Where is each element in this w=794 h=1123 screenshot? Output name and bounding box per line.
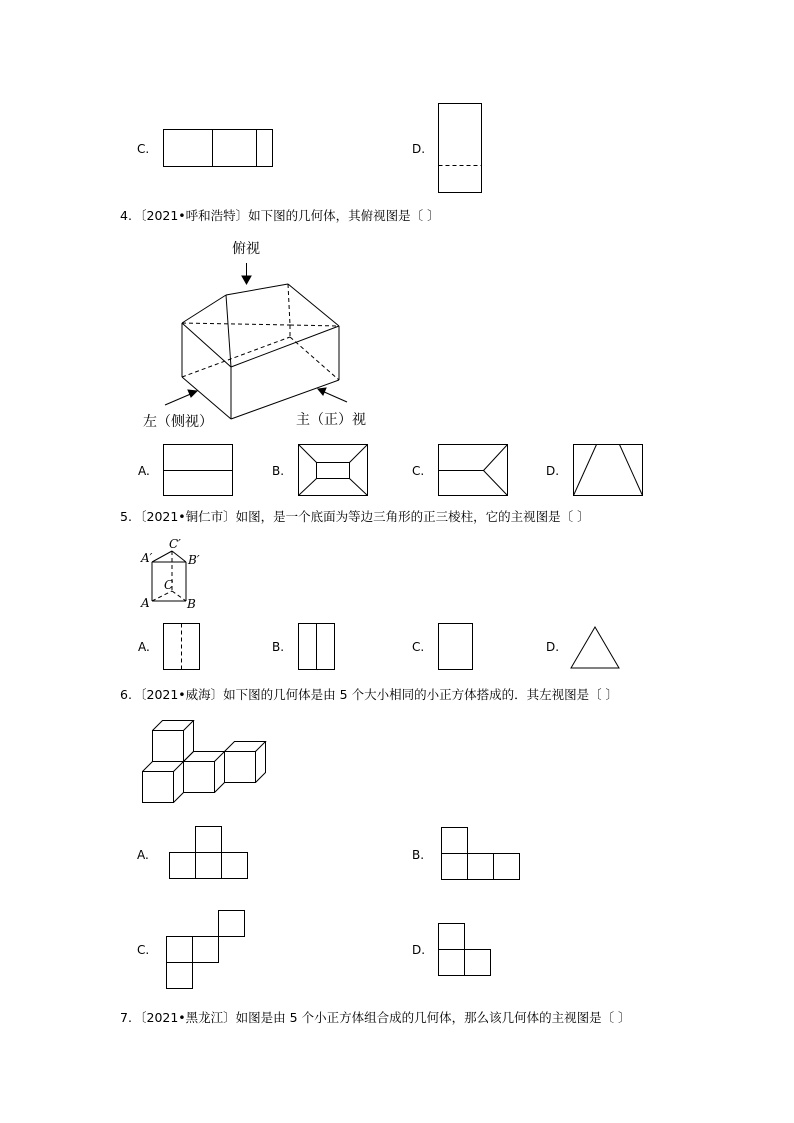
q4-text: 〔2021•呼和浩特〕如下图的几何体，其俯视图是〔 〕 <box>134 208 440 223</box>
q4-number: 4. <box>120 208 132 223</box>
left-view-label: 左（侧视） <box>143 414 213 430</box>
q6-text: 〔2021•威海〕如下图的几何体是由 5 个大小相同的小正方体搭成的．其左视图是〔 〕 <box>134 687 619 702</box>
q5-option-b-label: B. <box>272 640 285 654</box>
q6-option-c-label: C. <box>137 943 150 957</box>
q6-option-a-label: A. <box>137 848 149 862</box>
q4-option-c-label: C. <box>412 464 425 478</box>
vertex-c1: C′ <box>169 537 181 551</box>
vertex-a1: A′ <box>141 551 153 565</box>
q4-option-a-label: A. <box>138 464 150 478</box>
q7-number: 7. <box>120 1010 132 1025</box>
top-view-label: 俯视 <box>232 241 260 257</box>
front-view-label: 主（正）视 <box>296 412 366 428</box>
q5-option-c-label: C. <box>412 640 425 654</box>
q6-option-b-label: B. <box>412 848 425 862</box>
q7-text: 〔2021•黑龙江〕如图是由 5 个小正方体组合成的几何体，那么该几何体的主视图是〔 〕 <box>134 1010 631 1025</box>
q4-option-d-label: D. <box>546 464 560 478</box>
q4-option-b-label: B. <box>272 464 285 478</box>
q5-option-a-label: A. <box>138 640 150 654</box>
vertex-b1: B′ <box>188 553 200 567</box>
q5-number: 5. <box>120 509 132 524</box>
q6-number: 6. <box>120 687 132 702</box>
q5-text: 〔2021•铜仁市〕如图，是一个底面为等边三角形的正三棱柱，它的主视图是〔 〕 <box>134 509 590 524</box>
vertex-c: C <box>164 578 174 592</box>
q5-option-d-label: D. <box>546 640 560 654</box>
q6-option-d-label: D. <box>412 943 426 957</box>
vertex-b: B <box>187 597 196 611</box>
option-d-label: D. <box>412 142 426 156</box>
vertex-a: A <box>141 596 150 610</box>
option-c-label: C. <box>137 142 150 156</box>
